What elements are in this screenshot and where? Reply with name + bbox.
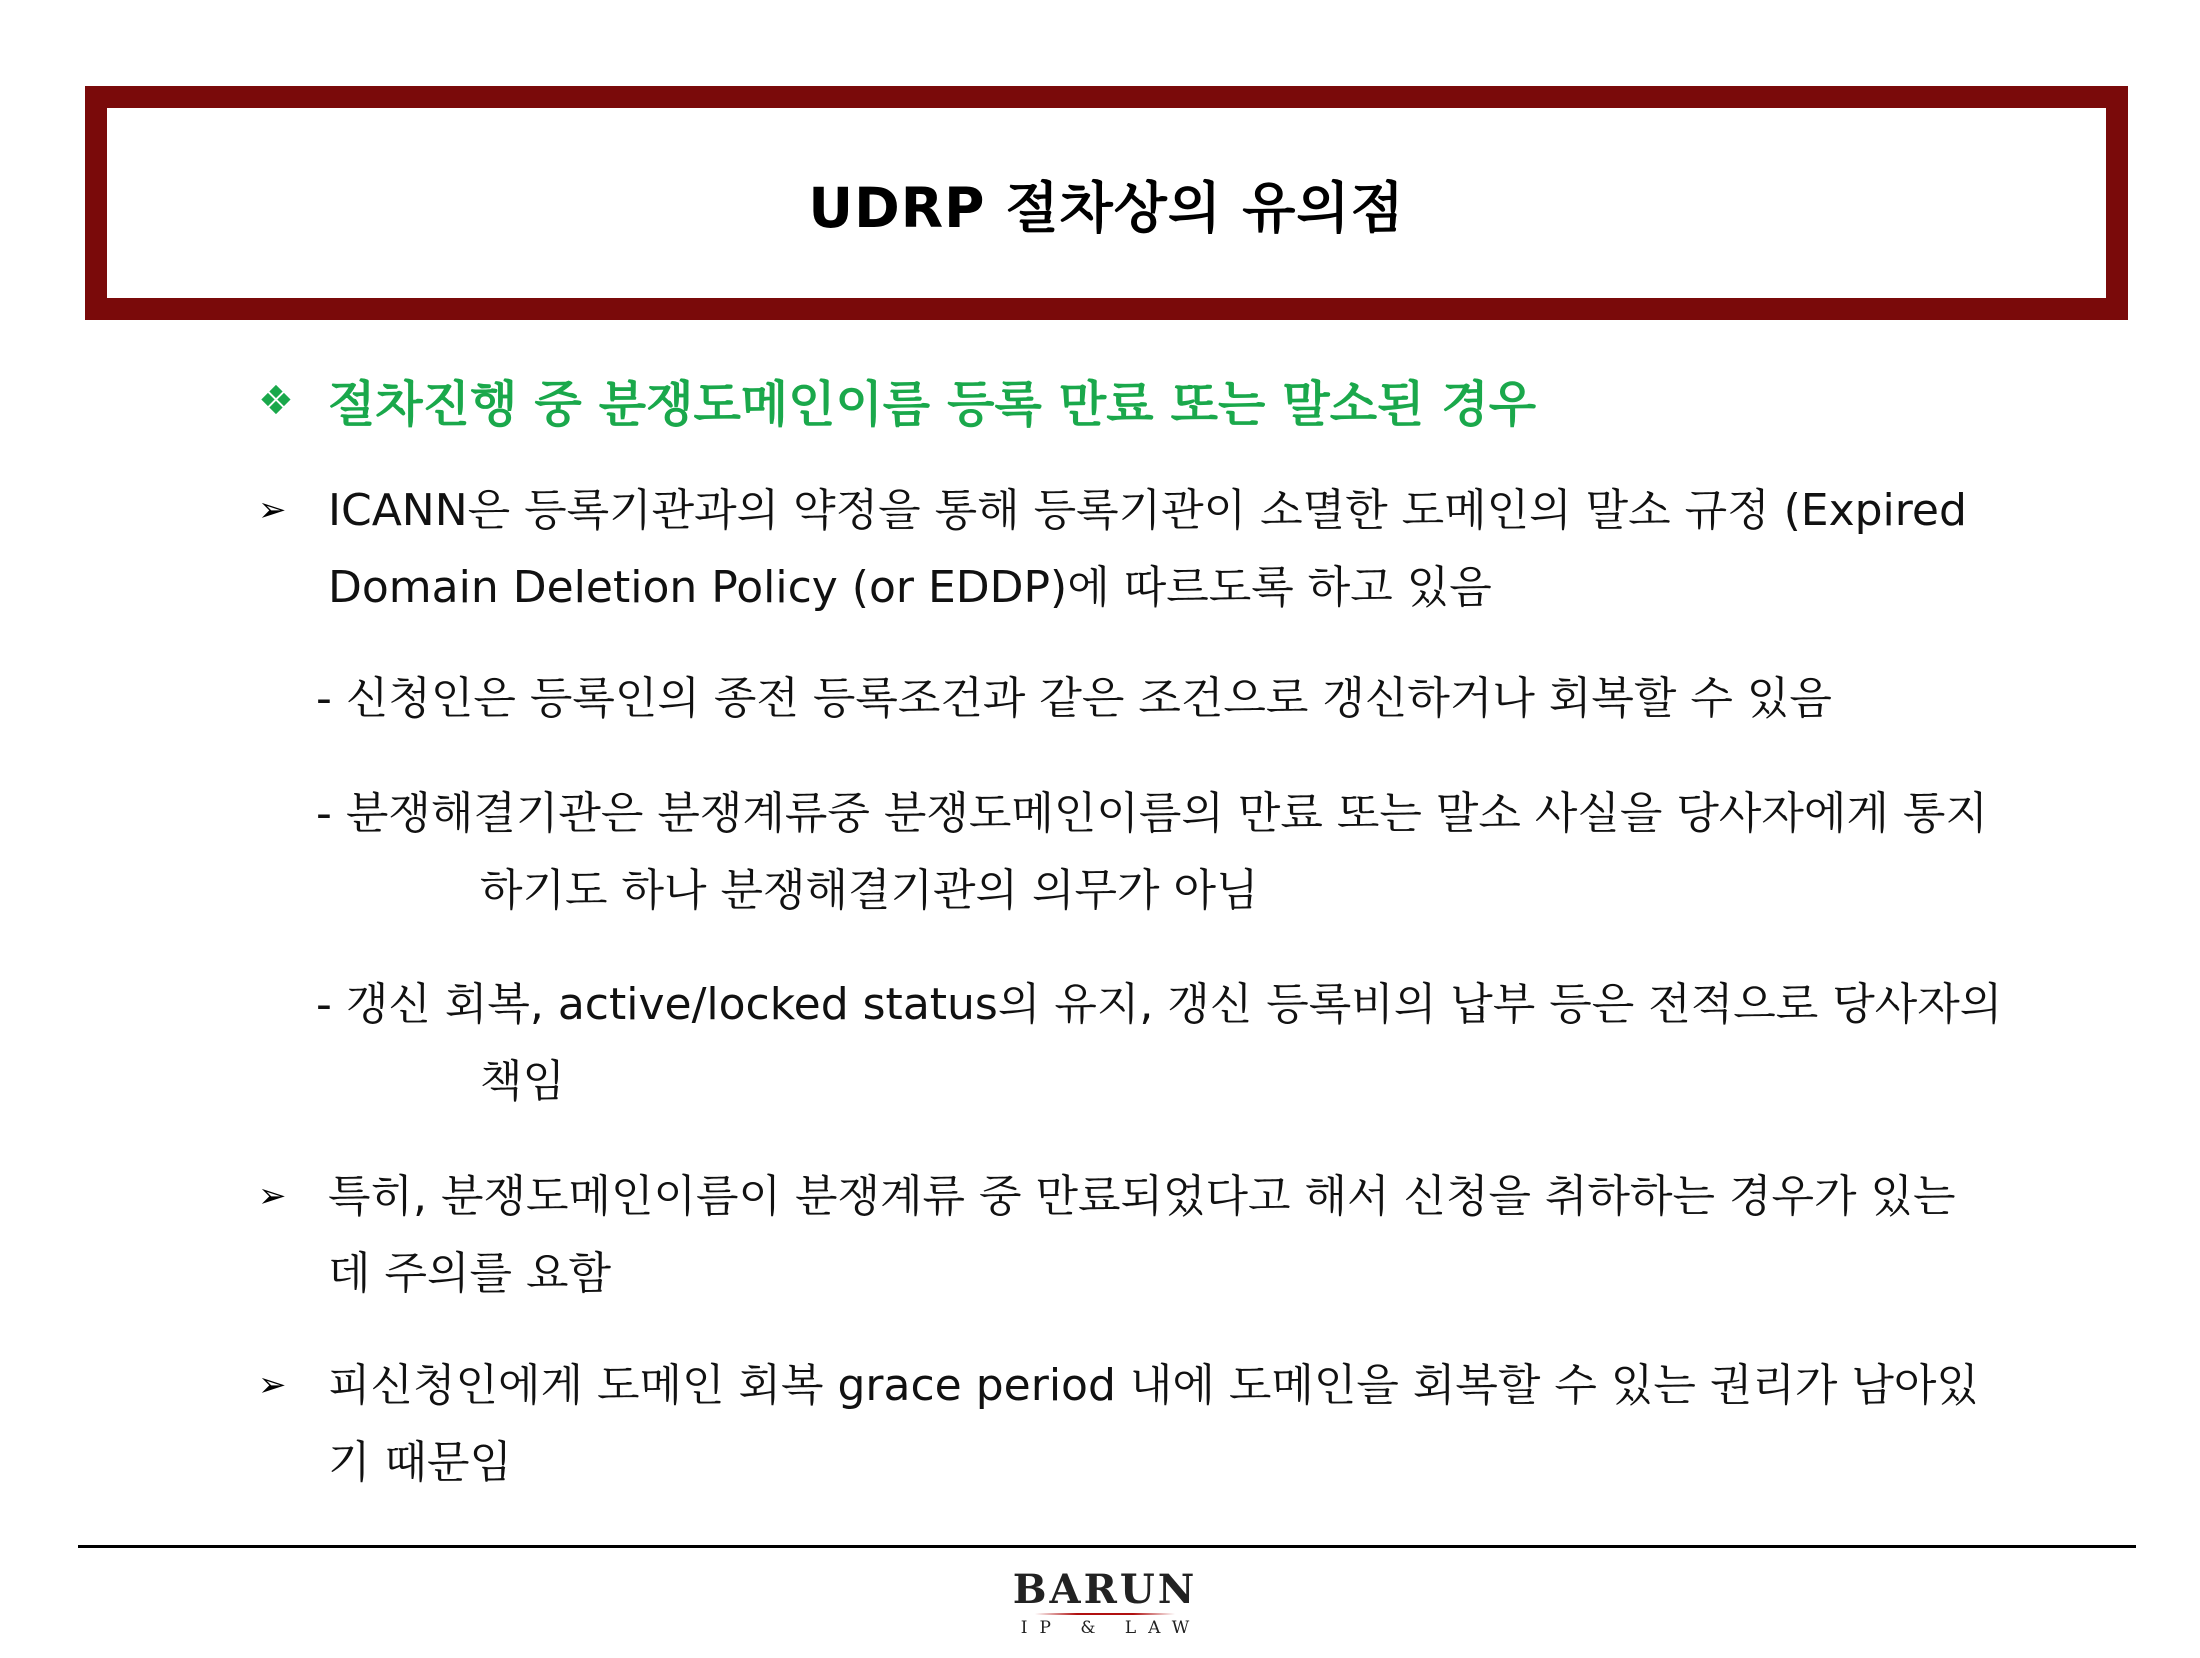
section-heading-text: 절차진행 중 분쟁도메인이름 등록 만료 또는 말소된 경우 xyxy=(328,376,1537,433)
sub-item-line: 책임 xyxy=(480,1056,566,1107)
bullet-line: Domain Deletion Policy (or EDDP)에 따르도록 하고 있음 xyxy=(328,562,1492,613)
page-title: UDRP 절차상의 유의점 xyxy=(808,175,1405,240)
sub-item-continuation xyxy=(480,852,1259,929)
bullet-item xyxy=(258,1347,1979,1501)
arrow-bullet-icon: ➢ xyxy=(258,1365,287,1405)
bullet-line: 특히, 분쟁도메인이름이 분쟁계류 중 만료되었다고 해서 신청을 취하하는 경우가 있는 xyxy=(328,1171,1956,1222)
sub-item-line: - 신청인은 등록인의 종전 등록조건과 같은 조건으로 갱신하거나 회복할 수 있음 xyxy=(316,673,1832,724)
title-box xyxy=(85,86,2128,320)
bullet-item xyxy=(258,472,1967,626)
sub-item xyxy=(316,660,1832,737)
barun-logo xyxy=(1000,1568,1210,1638)
arrow-bullet-icon: ➢ xyxy=(258,1176,287,1216)
sub-item-line: 하기도 하나 분쟁해결기관의 의무가 아님 xyxy=(480,865,1259,916)
section-heading xyxy=(258,366,1536,436)
bullet-item xyxy=(258,1158,1956,1312)
sub-item-line: - 갱신 회복, active/locked status의 유지, 갱신 등록비의 납부 등은 전적으로 당사자의 xyxy=(316,979,2003,1030)
bullet-line: ICANN은 등록기관과의 약정을 통해 등록기관이 소멸한 도메인의 말소 규정 (Expired xyxy=(328,485,1967,536)
logo-main-text: BARUN xyxy=(1012,1566,1198,1613)
logo-accent-line xyxy=(1035,1613,1175,1615)
bullet-line: 기 때문임 xyxy=(328,1437,513,1488)
bullet-line: 데 주의를 요함 xyxy=(328,1248,611,1299)
footer-divider xyxy=(78,1545,2136,1548)
sub-item xyxy=(316,775,1988,852)
sub-item-line: - 분쟁해결기관은 분쟁계류중 분쟁도메인이름의 만료 또는 말소 사실을 당사자에게 통지 xyxy=(316,788,1988,839)
bullet-line: 피신청인에게 도메인 회복 grace period 내에 도메인을 회복할 수 있는 권리가 남아있 xyxy=(328,1360,1979,1411)
sub-item-continuation xyxy=(480,1043,565,1120)
arrow-bullet-icon: ➢ xyxy=(258,490,287,530)
logo-sub-text: IP & LAW xyxy=(1020,1618,1202,1638)
sub-item xyxy=(316,966,2002,1043)
diamond-bullet-icon: ❖ xyxy=(258,378,294,424)
